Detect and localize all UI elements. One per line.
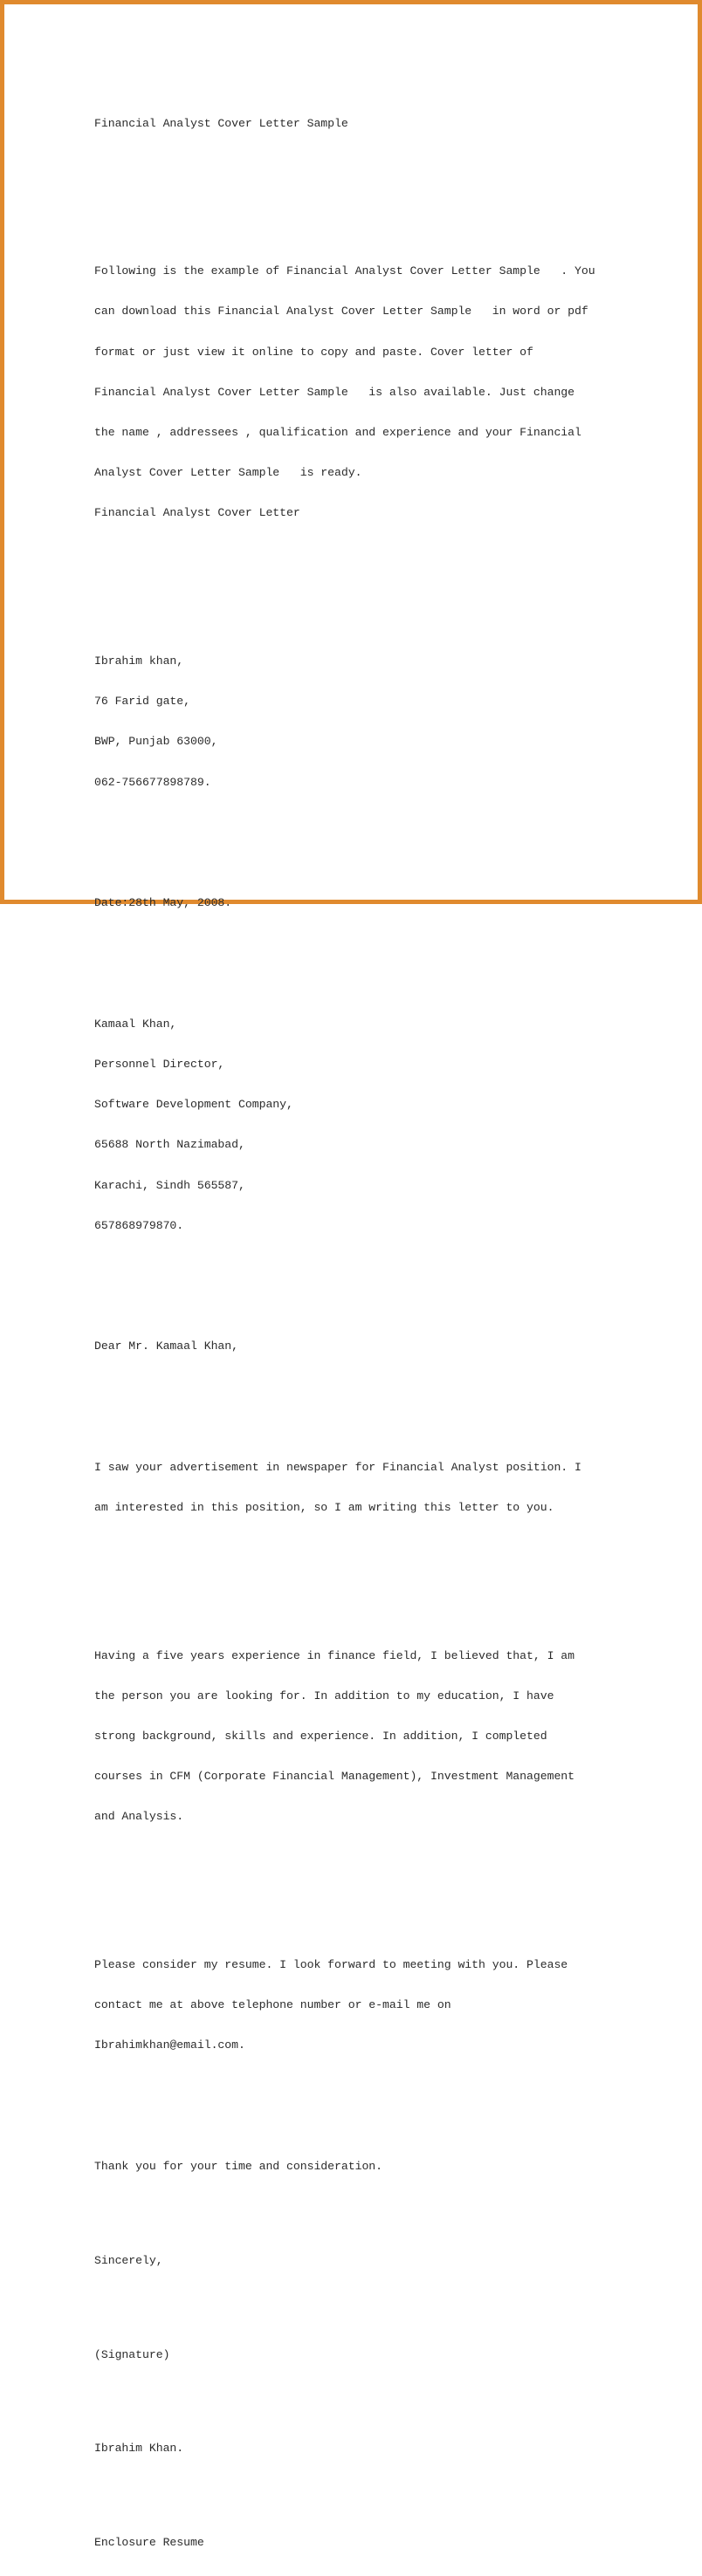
paragraph-line: courses in CFM (Corporate Financial Management), Investment Management	[94, 1770, 575, 1784]
paragraph-line: the person you are looking for. In addition to my education, I have	[94, 1689, 554, 1702]
sender-address	[94, 627, 653, 816]
intro-paragraph	[94, 237, 653, 546]
sender-line: Ibrahim khan,	[94, 654, 184, 668]
paragraph-line: contact me at above telephone number or e-mail me on	[94, 1998, 451, 2012]
spacer	[94, 157, 653, 197]
paragraph-line: Having a five years experience in finance field, I believed that, I am	[94, 1648, 575, 1662]
spacer	[94, 2483, 653, 2496]
intro-line: Analyst Cover Letter Sample is ready.	[94, 466, 362, 480]
recipient-line: 65688 North Nazimabad,	[94, 1138, 245, 1152]
intro-line: Financial Analyst Cover Letter	[94, 506, 300, 520]
spacer	[94, 1286, 653, 1299]
paragraph-line: Ibrahimkhan@email.com.	[94, 2038, 245, 2052]
document-title: Financial Analyst Cover Letter Sample	[94, 116, 348, 130]
paragraph-line: I saw your advertisement in newspaper for Financial Analyst position. I	[94, 1461, 582, 1475]
body-paragraph-3	[94, 1931, 653, 2079]
paragraph-line: am interested in this position, so I am writing this letter to you.	[94, 1501, 554, 1515]
enclosure-note: Enclosure Resume	[94, 2536, 204, 2550]
sender-line: 062-756677898789.	[94, 775, 211, 789]
recipient-line: Kamaal Khan,	[94, 1017, 177, 1031]
spacer	[94, 1877, 653, 1890]
closing: Sincerely,	[94, 2253, 163, 2267]
salutation: Dear Mr. Kamaal Khan,	[94, 1339, 239, 1353]
intro-line: Financial Analyst Cover Letter Sample is also available. Just change	[94, 385, 575, 399]
spacer	[94, 2200, 653, 2213]
letter-document	[94, 90, 653, 2576]
paragraph-line: Please consider my resume. I look forward to meeting with you. Please	[94, 1957, 568, 1971]
recipient-address	[94, 990, 653, 1259]
body-paragraph-2	[94, 1622, 653, 1851]
recipient-line: 657868979870.	[94, 1218, 184, 1232]
signature-placeholder: (Signature)	[94, 2347, 170, 2361]
sender-line: 76 Farid gate,	[94, 695, 191, 709]
spacer	[94, 2106, 653, 2119]
recipient-line: Karachi, Sindh 565587,	[94, 1178, 245, 1192]
spacer	[94, 2388, 653, 2401]
spacer	[94, 936, 653, 949]
recipient-line: Software Development Company,	[94, 1098, 293, 1112]
recipient-line: Personnel Director,	[94, 1057, 225, 1071]
spacer	[94, 573, 653, 586]
intro-line: the name , addressees , qualification and experience and your Financial	[94, 426, 582, 440]
thanks-line: Thank you for your time and consideration.	[94, 2159, 383, 2173]
intro-line: format or just view it online to copy and paste. Cover letter of	[94, 345, 533, 359]
paragraph-line: and Analysis.	[94, 1810, 184, 1824]
spacer	[94, 2294, 653, 2307]
intro-line: can download this Financial Analyst Cover Letter Sample in word or pdf	[94, 305, 588, 319]
letter-date: Date:28th May, 2008.	[94, 896, 232, 910]
intro-line: Following is the example of Financial Analyst Cover Letter Sample . You	[94, 264, 595, 278]
spacer	[94, 1380, 653, 1394]
body-paragraph-1	[94, 1434, 653, 1541]
spacer	[94, 1568, 653, 1581]
sender-line: BWP, Punjab 63000,	[94, 735, 218, 749]
paragraph-line: strong background, skills and experience. In addition, I completed	[94, 1730, 547, 1744]
spacer	[94, 843, 653, 856]
signer-name: Ibrahim Khan.	[94, 2442, 184, 2456]
